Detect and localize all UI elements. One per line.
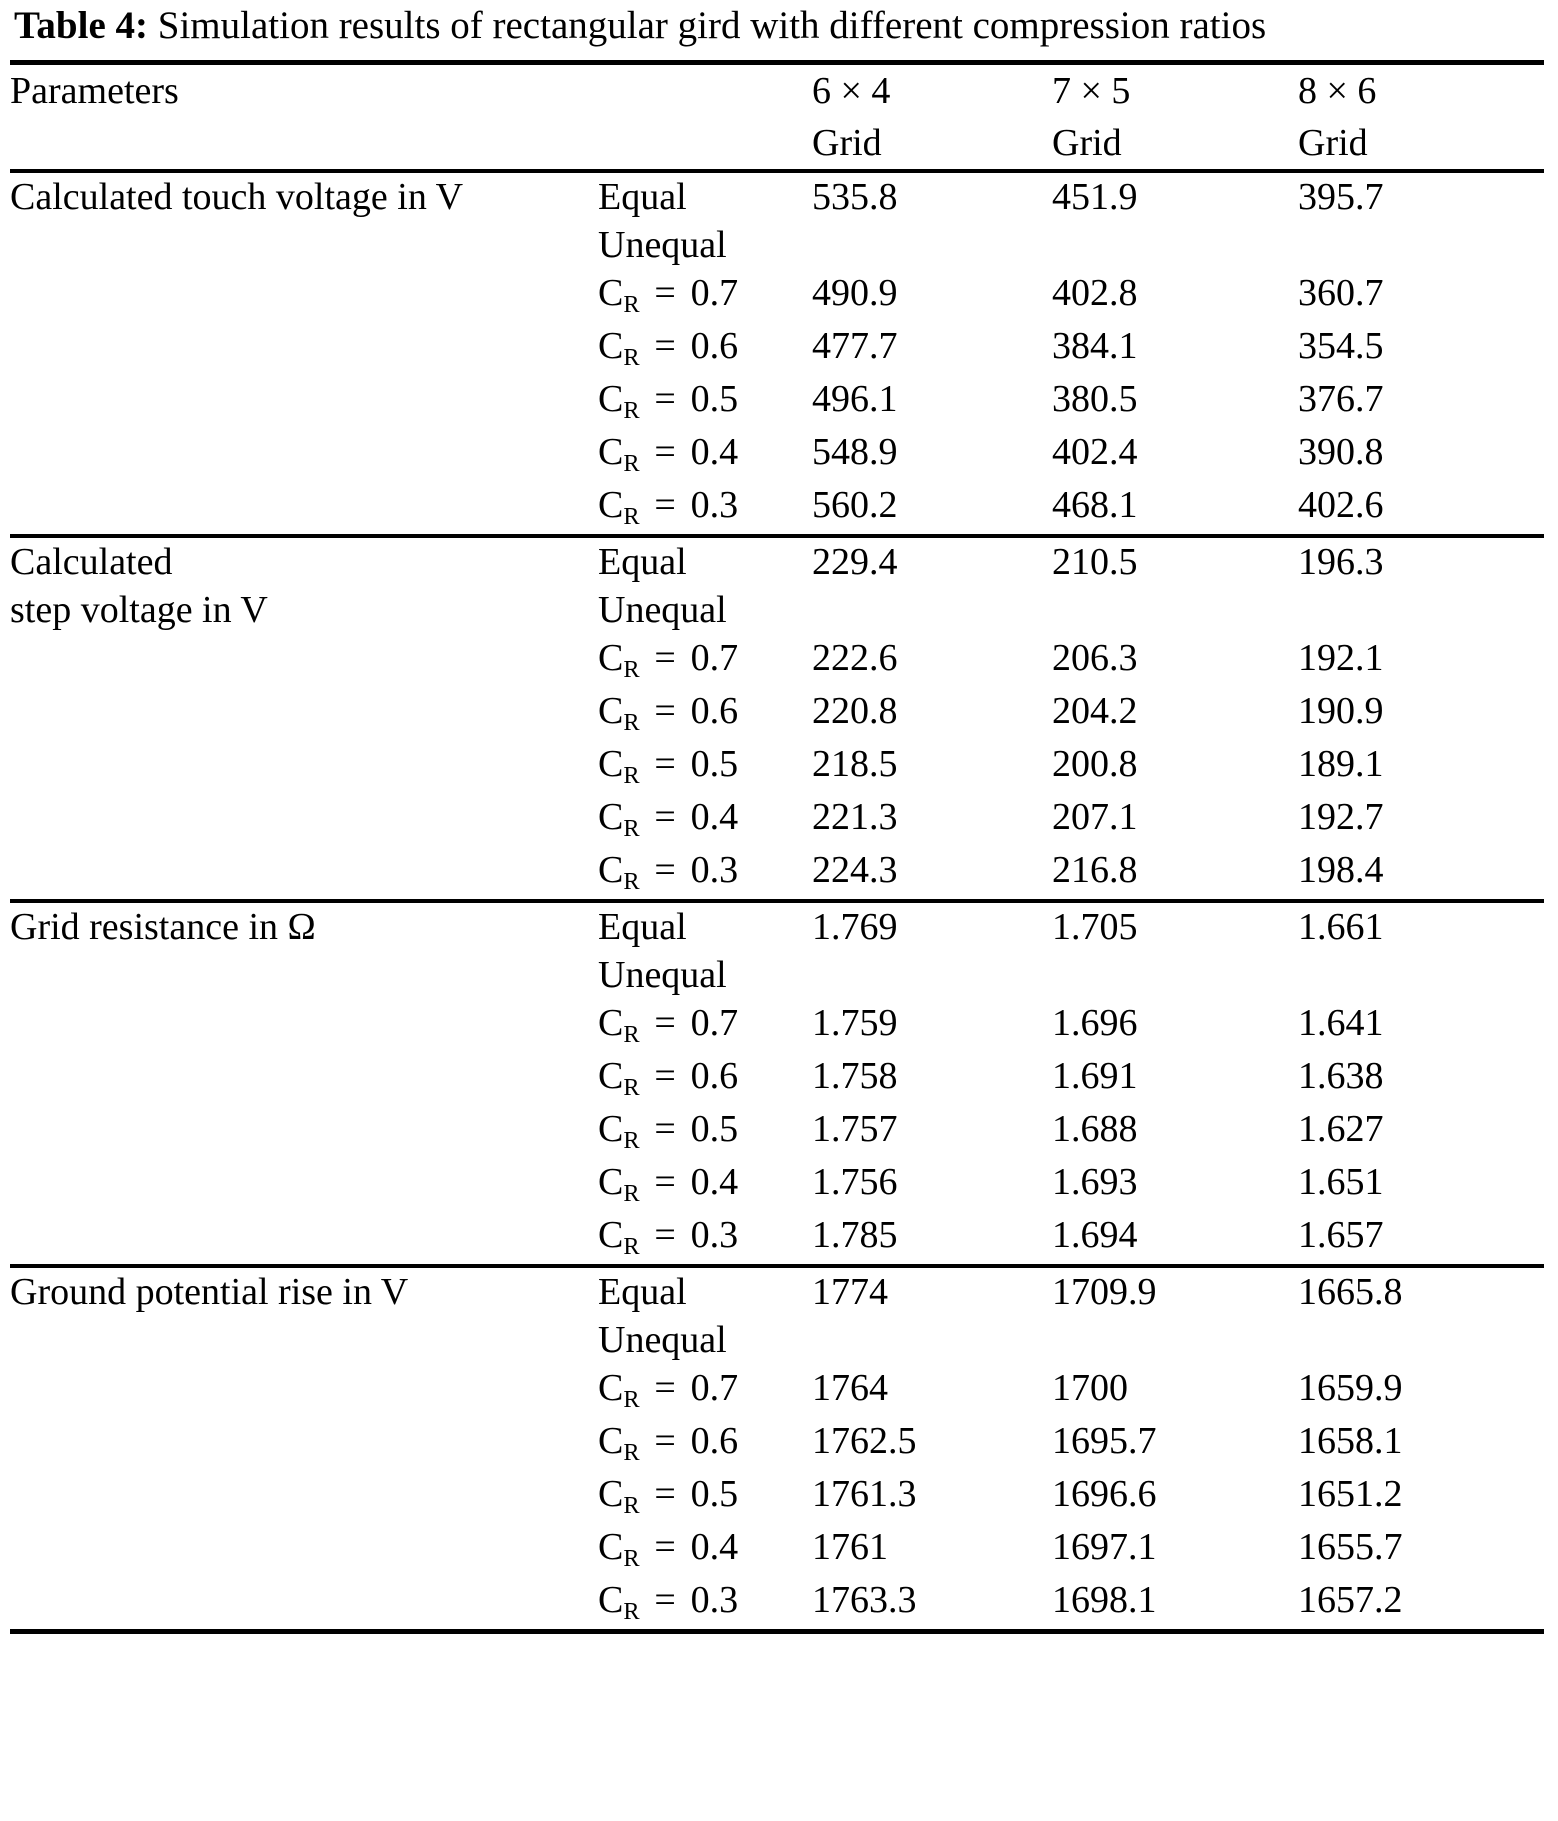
- cr-subscript: R: [623, 1597, 640, 1625]
- equals-sign: =: [644, 690, 686, 732]
- value-cell-col-3: 1659.9: [1298, 1367, 1403, 1409]
- sub-label-cell: $C_R = 0.7$: [598, 272, 739, 318]
- sub-label-cell: $C_R = 0.4$: [598, 1526, 739, 1572]
- header-grid-column-1: 6 × 4 Grid: [812, 65, 1052, 171]
- equals-sign: =: [644, 1214, 686, 1256]
- value-cell-col-2: 402.8: [1052, 272, 1138, 314]
- value-cell-col-2: 210.5: [1052, 541, 1138, 583]
- sub-label-cell: $C_R = 0.3$: [598, 1214, 739, 1260]
- sub-label-cell: $C_R = 0.5$: [598, 378, 739, 424]
- sub-label-cell: $C_R = 0.3$: [598, 484, 739, 530]
- cr-subscript: R: [623, 449, 640, 477]
- sub-label-cell: $C_R = 0.5$: [598, 743, 739, 789]
- cr-subscript: R: [623, 1385, 640, 1413]
- parameter-label-line-1: Calculated touch voltage in V: [10, 176, 464, 218]
- sub-label-cell: $C_R = 0.3$: [598, 1579, 739, 1625]
- cr-subscript: R: [623, 1073, 640, 1101]
- table-row: [10, 173, 1544, 221]
- header-grid-column-2-line2: Grid: [1052, 122, 1122, 164]
- value-cell-col-1: 221.3: [812, 796, 898, 838]
- sub-label-cell: $C_R = 0.7$: [598, 1002, 739, 1048]
- equals-sign: =: [644, 1161, 686, 1203]
- value-cell-col-3: 354.5: [1298, 325, 1384, 367]
- equals-sign: =: [644, 1420, 686, 1462]
- value-cell-col-2: 216.8: [1052, 849, 1138, 891]
- parameter-label-line-1: Calculated: [10, 541, 173, 583]
- parameter-label-line-1: Grid resistance in Ω: [10, 906, 316, 948]
- value-cell-col-3: 196.3: [1298, 541, 1384, 583]
- sub-label-cell: $C_R = 0.4$: [598, 431, 739, 477]
- value-cell-col-3: 1658.1: [1298, 1420, 1403, 1462]
- value-cell-col-3: 360.7: [1298, 272, 1384, 314]
- sub-label-cell: $C_R = 0.7$: [598, 637, 739, 683]
- value-cell-col-2: 1709.9: [1052, 1271, 1157, 1313]
- cr-subscript: R: [623, 1020, 640, 1048]
- equals-sign: =: [644, 743, 686, 785]
- value-cell-col-1: 535.8: [812, 176, 898, 218]
- header-grid-column-3: 8 × 6 Grid: [1298, 65, 1544, 171]
- equals-sign: =: [644, 796, 686, 838]
- header-grid-column-2: 7 × 5 Grid: [1052, 65, 1298, 171]
- value-cell-col-1: 229.4: [812, 541, 898, 583]
- parameter-cell-4: [10, 1268, 598, 1632]
- value-cell-col-2: [1052, 1316, 1298, 1364]
- value-cell-col-3: 1.627: [1298, 1108, 1384, 1150]
- equals-sign: =: [644, 1055, 686, 1097]
- caption-label: Table 4:: [14, 4, 149, 47]
- cr-subscript: R: [623, 814, 640, 842]
- value-cell-col-3: [1298, 221, 1544, 269]
- cr-subscript: R: [623, 655, 640, 683]
- equals-sign: =: [644, 1108, 686, 1150]
- value-cell-col-1: [812, 951, 1052, 999]
- value-cell-col-3: 1.657: [1298, 1214, 1384, 1256]
- value-cell-col-1: 548.9: [812, 431, 898, 473]
- value-cell-col-3: 198.4: [1298, 849, 1384, 891]
- value-cell-col-1: 1763.3: [812, 1579, 917, 1621]
- value-cell-col-2: 402.4: [1052, 431, 1138, 473]
- value-cell-col-2: 1698.1: [1052, 1579, 1157, 1621]
- sub-label-cell: $C_R = 0.5$: [598, 1108, 739, 1154]
- sub-label-cell: Unequal: [598, 224, 727, 266]
- simulation-results-table: [10, 60, 1544, 1634]
- value-cell-col-1: 1774: [812, 1271, 888, 1313]
- equals-sign: =: [644, 1002, 686, 1044]
- value-cell-col-1: 220.8: [812, 690, 898, 732]
- value-cell-col-3: 1651.2: [1298, 1473, 1403, 1515]
- value-cell-col-3: 395.7: [1298, 176, 1384, 218]
- cr-subscript: R: [623, 867, 640, 895]
- cr-subscript: R: [623, 396, 640, 424]
- equals-sign: =: [644, 325, 686, 367]
- sub-label-cell: Unequal: [598, 589, 727, 631]
- cr-subscript: R: [623, 1438, 640, 1466]
- value-cell-col-1: 222.6: [812, 637, 898, 679]
- value-cell-col-1: 1761.3: [812, 1473, 917, 1515]
- value-cell-col-3: 190.9: [1298, 690, 1384, 732]
- header-grid-column-3-line2: Grid: [1298, 122, 1368, 164]
- value-cell-col-1: 490.9: [812, 272, 898, 314]
- value-cell-col-1: 496.1: [812, 378, 898, 420]
- value-cell-col-2: 1.694: [1052, 1214, 1138, 1256]
- table-caption: [10, 0, 1544, 60]
- cr-subscript: R: [623, 1491, 640, 1519]
- value-cell-col-3: [1298, 1316, 1544, 1364]
- value-cell-col-2: 1.688: [1052, 1108, 1138, 1150]
- value-cell-col-1: 1.758: [812, 1055, 898, 1097]
- sub-label-cell: $C_R = 0.4$: [598, 796, 739, 842]
- value-cell-col-3: 1655.7: [1298, 1526, 1403, 1568]
- caption-text: Simulation results of rectangular gird with different compression ratios: [157, 4, 1267, 47]
- value-cell-col-2: 207.1: [1052, 796, 1138, 838]
- value-cell-col-3: 1.641: [1298, 1002, 1384, 1044]
- value-cell-col-2: [1052, 951, 1298, 999]
- value-cell-col-1: [812, 1316, 1052, 1364]
- parameter-label-line-2: step voltage in V: [10, 589, 268, 631]
- parameter-label-line-1: Ground potential rise in V: [10, 1271, 409, 1313]
- equals-sign: =: [644, 1367, 686, 1409]
- sub-label-cell: $C_R = 0.5$: [598, 1473, 739, 1519]
- value-cell-col-3: 390.8: [1298, 431, 1384, 473]
- equals-sign: =: [644, 378, 686, 420]
- sub-label-cell: $C_R = 0.3$: [598, 849, 739, 895]
- equals-sign: =: [644, 1473, 686, 1515]
- sub-label-cell: Equal: [598, 541, 687, 583]
- value-cell-col-1: 218.5: [812, 743, 898, 785]
- header-parameters: Parameters: [10, 70, 179, 112]
- value-cell-col-3: [1298, 951, 1544, 999]
- value-cell-col-3: 192.1: [1298, 637, 1384, 679]
- value-cell-col-3: 376.7: [1298, 378, 1384, 420]
- value-cell-col-1: [812, 221, 1052, 269]
- sub-label-cell: Equal: [598, 176, 687, 218]
- value-cell-col-1: 1.785: [812, 1214, 898, 1256]
- value-cell-col-2: 1.691: [1052, 1055, 1138, 1097]
- value-cell-col-3: 1.638: [1298, 1055, 1384, 1097]
- equals-sign: =: [644, 1579, 686, 1621]
- value-cell-col-1: 560.2: [812, 484, 898, 526]
- value-cell-col-1: 1.756: [812, 1161, 898, 1203]
- cr-subscript: R: [623, 1126, 640, 1154]
- cr-subscript: R: [623, 290, 640, 318]
- equals-sign: =: [644, 849, 686, 891]
- value-cell-col-3: 1665.8: [1298, 1271, 1403, 1313]
- sub-label-cell: $C_R = 0.6$: [598, 325, 739, 371]
- value-cell-col-3: 189.1: [1298, 743, 1384, 785]
- value-cell-col-1: [812, 586, 1052, 634]
- sub-label-cell: $C_R = 0.6$: [598, 1055, 739, 1101]
- cr-subscript: R: [623, 502, 640, 530]
- parameter-cell-3: [10, 903, 598, 1266]
- table-body: [10, 63, 1544, 1635]
- value-cell-col-1: 1.769: [812, 906, 898, 948]
- value-cell-col-1: 1762.5: [812, 1420, 917, 1462]
- value-cell-col-2: 204.2: [1052, 690, 1138, 732]
- sub-label-cell: $C_R = 0.4$: [598, 1161, 739, 1207]
- value-cell-col-3: 402.6: [1298, 484, 1384, 526]
- table-row: [10, 903, 1544, 951]
- table-row: [10, 538, 1544, 586]
- parameter-cell-2: [10, 538, 598, 901]
- table-row: [10, 1268, 1544, 1316]
- cr-subscript: R: [623, 761, 640, 789]
- sub-label-cell: $C_R = 0.6$: [598, 1420, 739, 1466]
- cr-subscript: R: [623, 343, 640, 371]
- value-cell-col-2: 380.5: [1052, 378, 1138, 420]
- value-cell-col-2: 468.1: [1052, 484, 1138, 526]
- sub-label-cell: $C_R = 0.6$: [598, 690, 739, 736]
- value-cell-col-2: 206.3: [1052, 637, 1138, 679]
- value-cell-col-3: [1298, 586, 1544, 634]
- value-cell-col-2: 1.705: [1052, 906, 1138, 948]
- value-cell-col-1: 1764: [812, 1367, 888, 1409]
- cr-subscript: R: [623, 1544, 640, 1572]
- value-cell-col-2: 1697.1: [1052, 1526, 1157, 1568]
- equals-sign: =: [644, 1526, 686, 1568]
- sub-label-cell: Equal: [598, 1271, 687, 1313]
- value-cell-col-2: 1.696: [1052, 1002, 1138, 1044]
- value-cell-col-1: 1.757: [812, 1108, 898, 1150]
- value-cell-col-3: 1.651: [1298, 1161, 1384, 1203]
- value-cell-col-2: 1.693: [1052, 1161, 1138, 1203]
- cr-subscript: R: [623, 1232, 640, 1260]
- value-cell-col-2: 1700: [1052, 1367, 1128, 1409]
- value-cell-col-3: 1657.2: [1298, 1579, 1403, 1621]
- value-cell-col-3: 192.7: [1298, 796, 1384, 838]
- value-cell-col-2: 384.1: [1052, 325, 1138, 367]
- value-cell-col-2: [1052, 221, 1298, 269]
- value-cell-col-1: 1761: [812, 1526, 888, 1568]
- sub-label-cell: Unequal: [598, 954, 727, 996]
- value-cell-col-2: 1695.7: [1052, 1420, 1157, 1462]
- parameter-cell-1: [10, 173, 598, 536]
- sub-label-cell: Equal: [598, 906, 687, 948]
- value-cell-col-1: 1.759: [812, 1002, 898, 1044]
- table-rule-bottom: [10, 1632, 1544, 1635]
- equals-sign: =: [644, 637, 686, 679]
- header-grid-column-1-line2: Grid: [812, 122, 882, 164]
- value-cell-col-1: 477.7: [812, 325, 898, 367]
- value-cell-col-3: 1.661: [1298, 906, 1384, 948]
- sub-label-cell: Unequal: [598, 1319, 727, 1361]
- value-cell-col-2: [1052, 586, 1298, 634]
- value-cell-col-1: 224.3: [812, 849, 898, 891]
- equals-sign: =: [644, 484, 686, 526]
- cr-subscript: R: [623, 1179, 640, 1207]
- sub-label-cell: $C_R = 0.7$: [598, 1367, 739, 1413]
- equals-sign: =: [644, 431, 686, 473]
- value-cell-col-2: 1696.6: [1052, 1473, 1157, 1515]
- value-cell-col-2: 451.9: [1052, 176, 1138, 218]
- equals-sign: =: [644, 272, 686, 314]
- table-header-row: [10, 65, 1544, 171]
- cr-subscript: R: [623, 708, 640, 736]
- value-cell-col-2: 200.8: [1052, 743, 1138, 785]
